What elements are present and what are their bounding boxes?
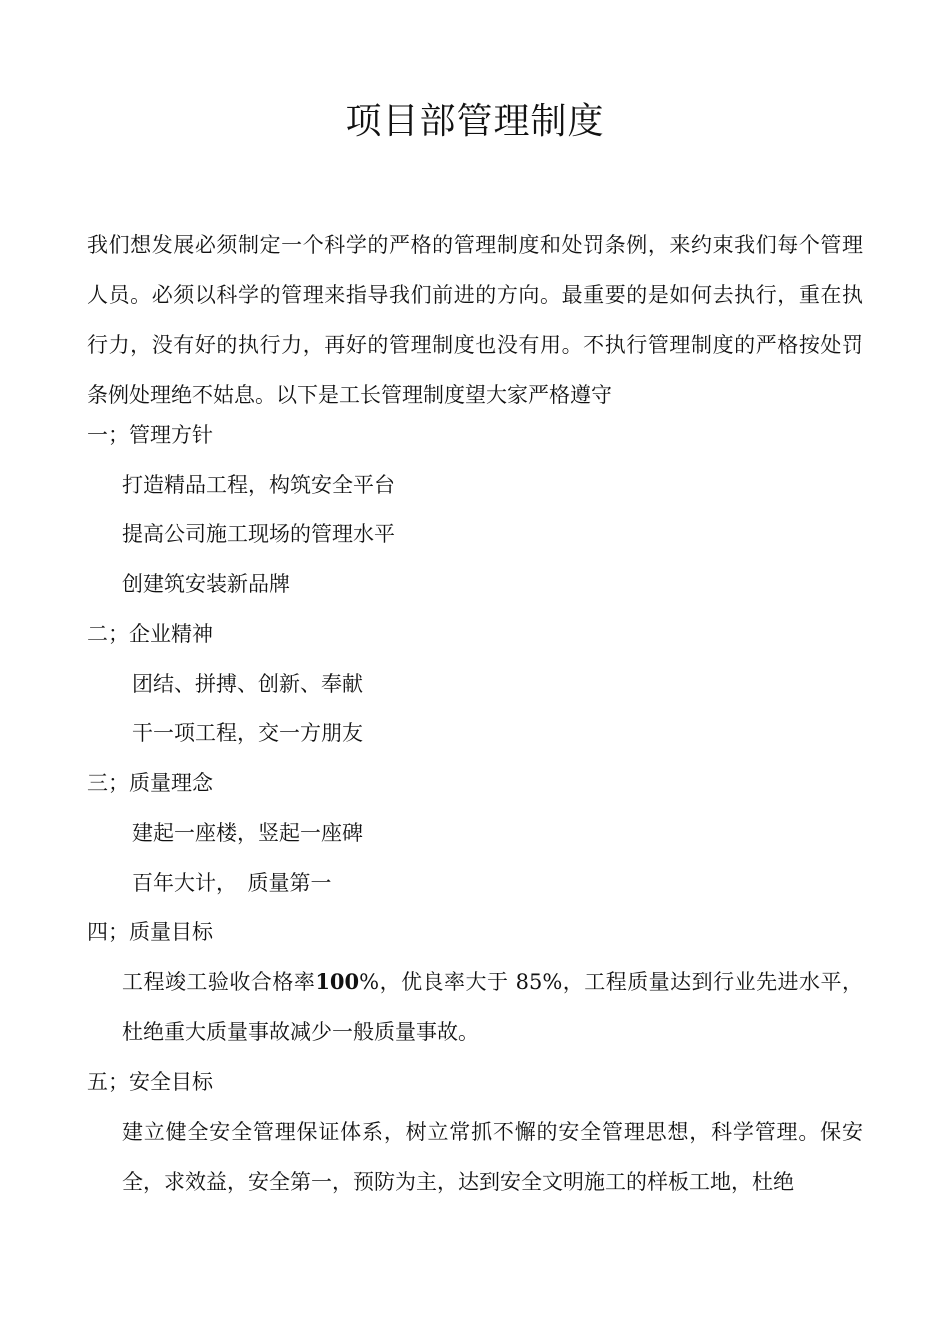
spirit-item: 干一项工程，交一方朋友 <box>132 721 363 745</box>
quality-target-paragraph <box>122 957 863 1057</box>
intro-paragraph: 我们想发展必须制定一个科学的严格的管理制度和处罚条例，来约束我们每个管理人员。必须以科学的管理来指导我们前进的方向。最重要的是如何去执行，重在执行力，没有好的执行力，再好的管理制度也没有用。不执行管理制度的严格按处罚条例处理绝不姑息。以下是工长管理制度望大家严格遵守 <box>87 233 863 407</box>
section-heading-quality-concept: 三；质量理念 <box>87 771 213 795</box>
section-heading-quality-target: 四；质量目标 <box>87 920 213 944</box>
policy-item: 打造精品工程，构筑安全平台 <box>122 473 395 497</box>
page-title: 项目部管理制度 <box>345 101 605 142</box>
quality-target-text-end: %，优良率大于 85%，工程质量达到行业先进水平，杜绝重大质量事故减少一般质量事故。 <box>122 970 863 1044</box>
acceptance-rate-value: 100 <box>315 969 360 994</box>
section-heading-policy: 一；管理方针 <box>87 423 213 447</box>
quality-concept-item: 建起一座楼，竖起一座碑 <box>132 821 363 845</box>
safety-target-paragraph: 建立健全安全管理保证体系，树立常抓不懈的安全管理思想，科学管理。保安全，求效益，安全第一，预防为主，达到安全文明施工的样板工地，杜绝 <box>122 1120 863 1194</box>
quality-target-text-start: 工程竣工验收合格率 <box>122 970 316 994</box>
spirit-item: 团结、拼搏、创新、奉献 <box>132 672 363 696</box>
section-heading-spirit: 二；企业精神 <box>87 622 213 646</box>
policy-item: 创建筑安装新品牌 <box>122 572 290 596</box>
policy-item: 提高公司施工现场的管理水平 <box>122 522 395 546</box>
section-heading-safety-target: 五；安全目标 <box>87 1070 213 1094</box>
quality-concept-item: 百年大计， 质量第一 <box>132 871 332 895</box>
